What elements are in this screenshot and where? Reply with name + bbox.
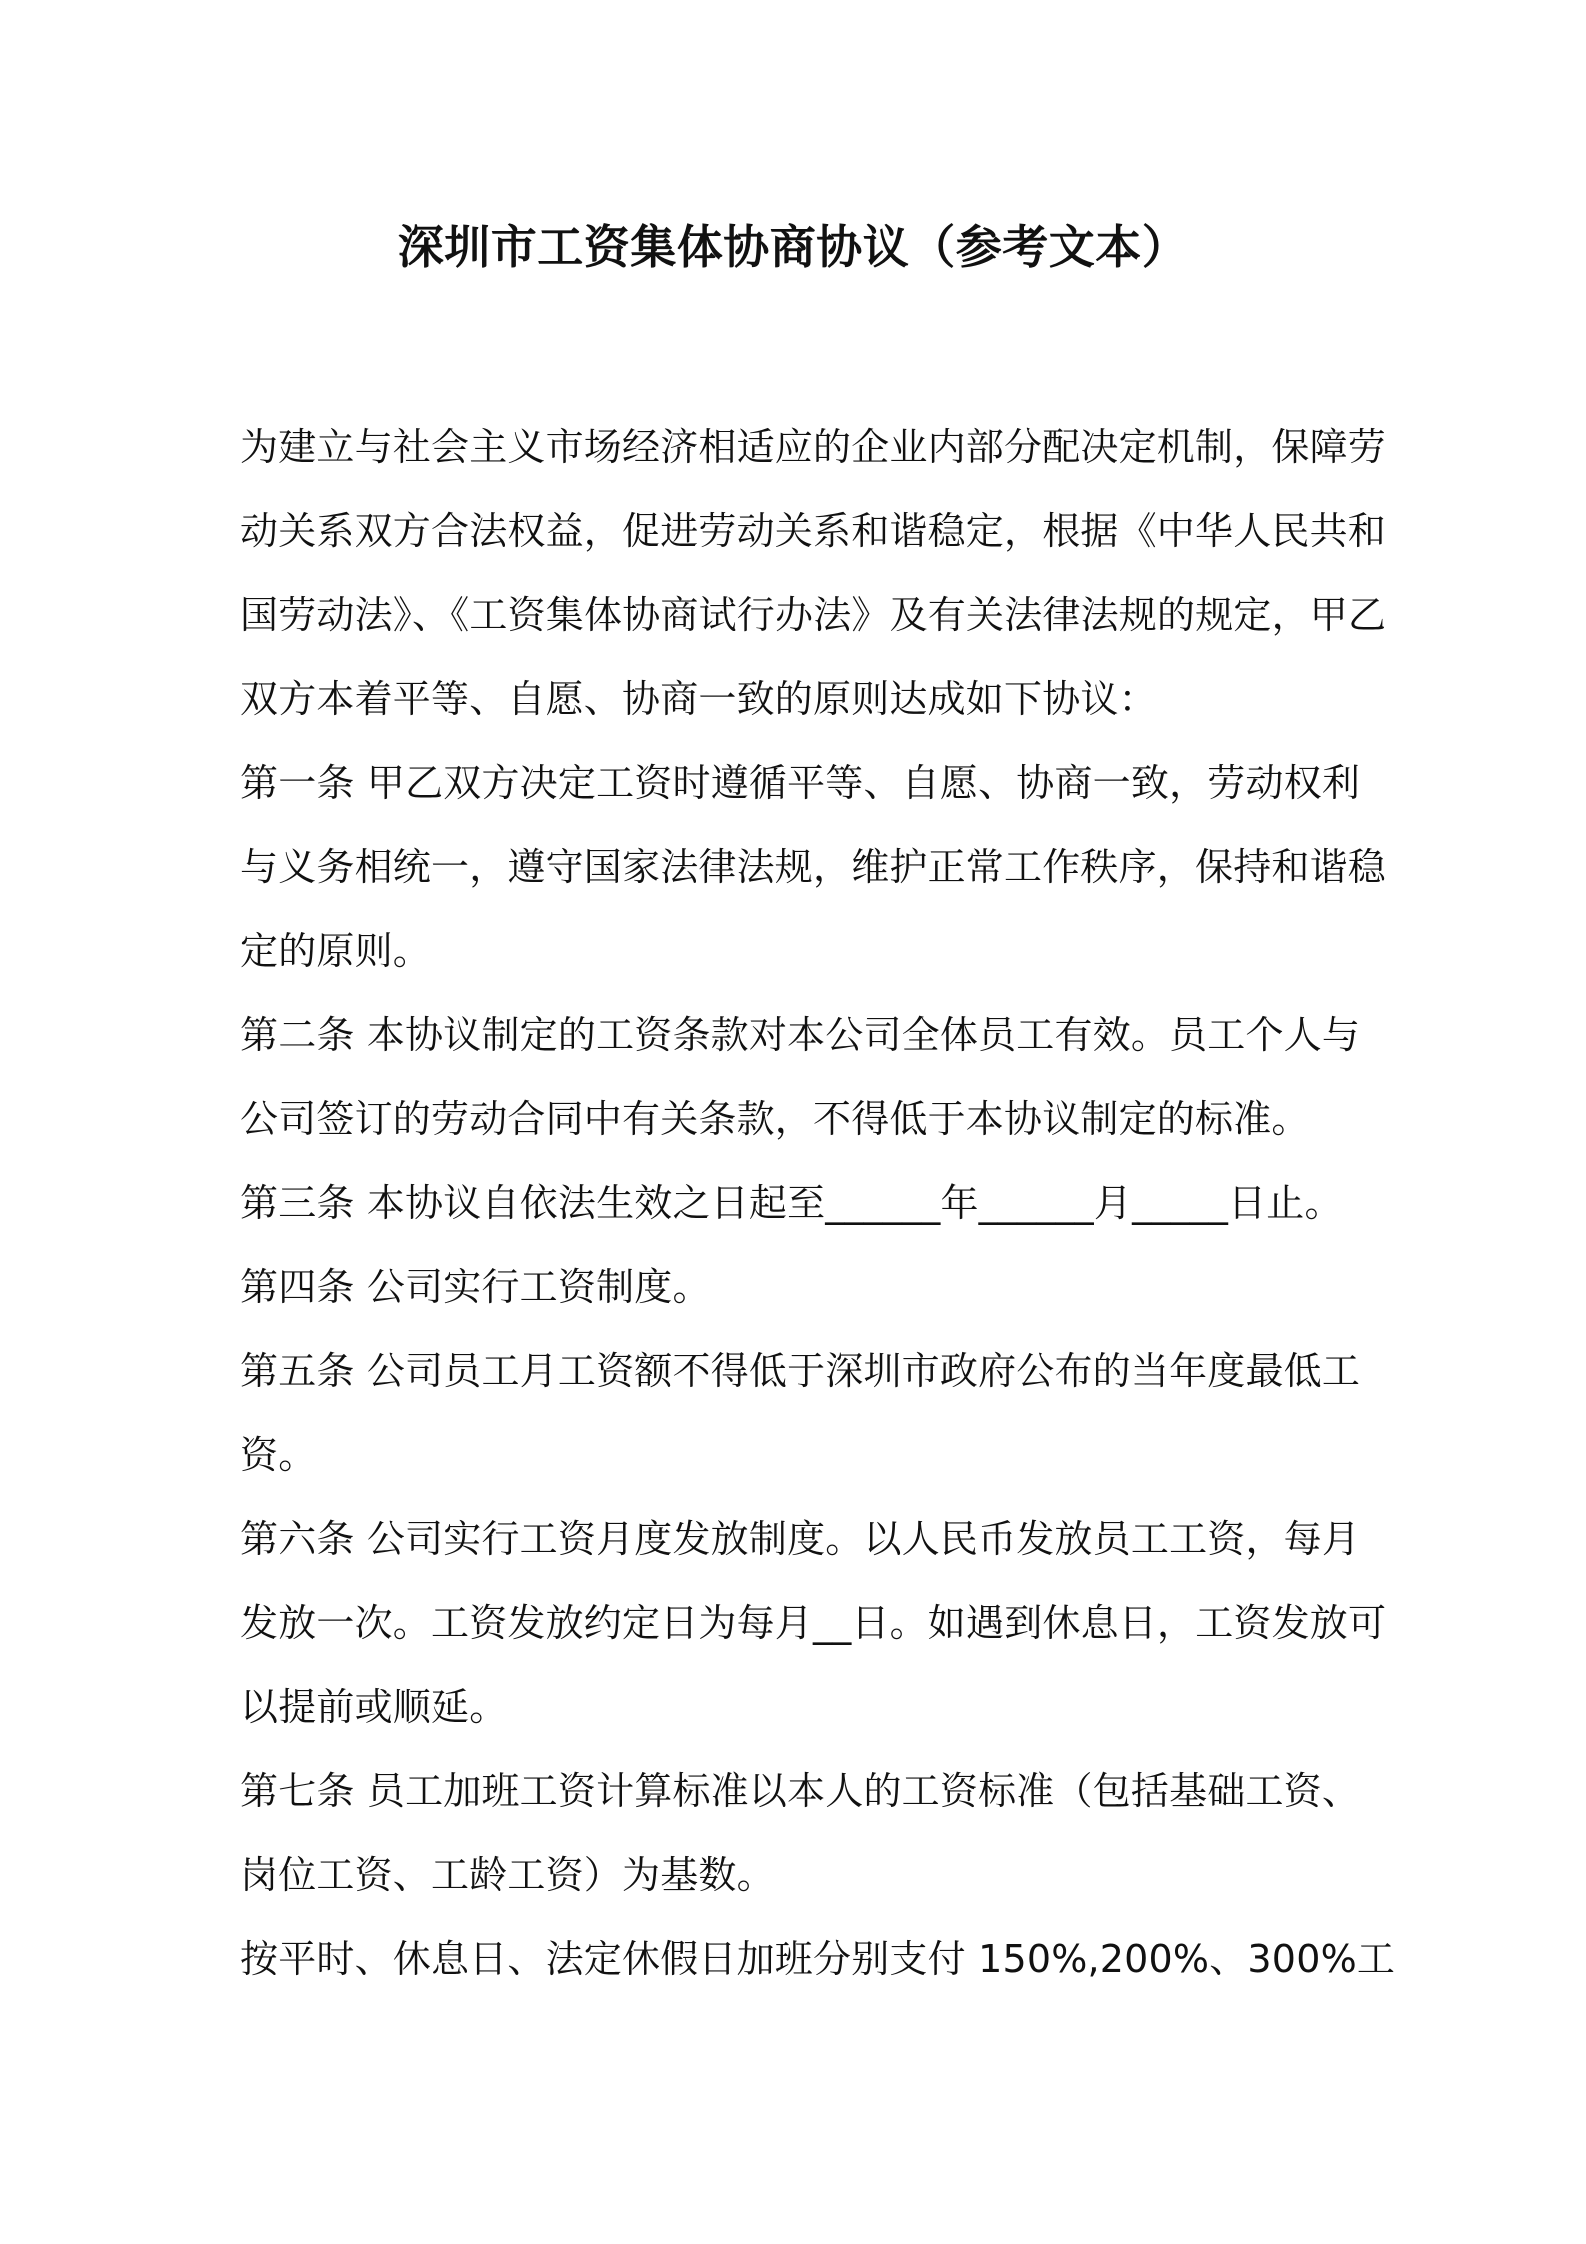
article-6-line: 发放一次。工资发放约定日为每月__日。如遇到休息日，工资发放可 [240, 1601, 1387, 1645]
paragraph-line: 国劳动法》、《工资集体协商试行办法》及有关法律法规的规定，甲乙 [240, 593, 1387, 637]
article-6-line: 第六条 公司实行工资月度发放制度。以人民币发放员工工资，每月 [240, 1517, 1361, 1561]
article-1-line: 与义务相统一，遵守国家法律法规，维护正常工作秩序，保持和谐稳 [240, 845, 1387, 889]
overtime-pay-line: 按平时、休息日、法定休假日加班分别支付 150%,200%、300%工 [240, 1937, 1396, 1981]
document-body [240, 405, 1396, 2001]
article-7-line: 第七条 员工加班工资计算标准以本人的工资标准（包括基础工资、 [240, 1769, 1361, 1813]
article-7-line: 岗位工资、工龄工资）为基数。 [240, 1853, 775, 1897]
article-5-line: 资。 [240, 1433, 317, 1477]
article-2-line: 第二条 本协议制定的工资条款对本公司全体员工有效。员工个人与 [240, 1013, 1361, 1057]
article-2-line: 公司签订的劳动合同中有关条款，不得低于本协议制定的标准。 [240, 1097, 1310, 1141]
paragraph-line: 双方本着平等、自愿、协商一致的原则达成如下协议： [240, 677, 1157, 721]
article-1-line: 第一条 甲乙双方决定工资时遵循平等、自愿、协商一致，劳动权利 [240, 761, 1361, 805]
article-4-line: 第四条 公司实行工资制度。 [240, 1265, 711, 1309]
article-1-line: 定的原则。 [240, 929, 432, 973]
article-3-line: 第三条 本协议自依法生效之日起至______年______月_____日止。 [240, 1181, 1343, 1225]
paragraph-line: 动关系双方合法权益，促进劳动关系和谐稳定，根据《中华人民共和 [240, 509, 1387, 553]
article-6-line: 以提前或顺延。 [240, 1685, 508, 1729]
document-title: 深圳市工资集体协商协议（参考文本） [397, 220, 1189, 274]
article-5-line: 第五条 公司员工月工资额不得低于深圳市政府公布的当年度最低工 [240, 1349, 1361, 1393]
paragraph-line: 为建立与社会主义市场经济相适应的企业内部分配决定机制，保障劳 [240, 425, 1387, 469]
